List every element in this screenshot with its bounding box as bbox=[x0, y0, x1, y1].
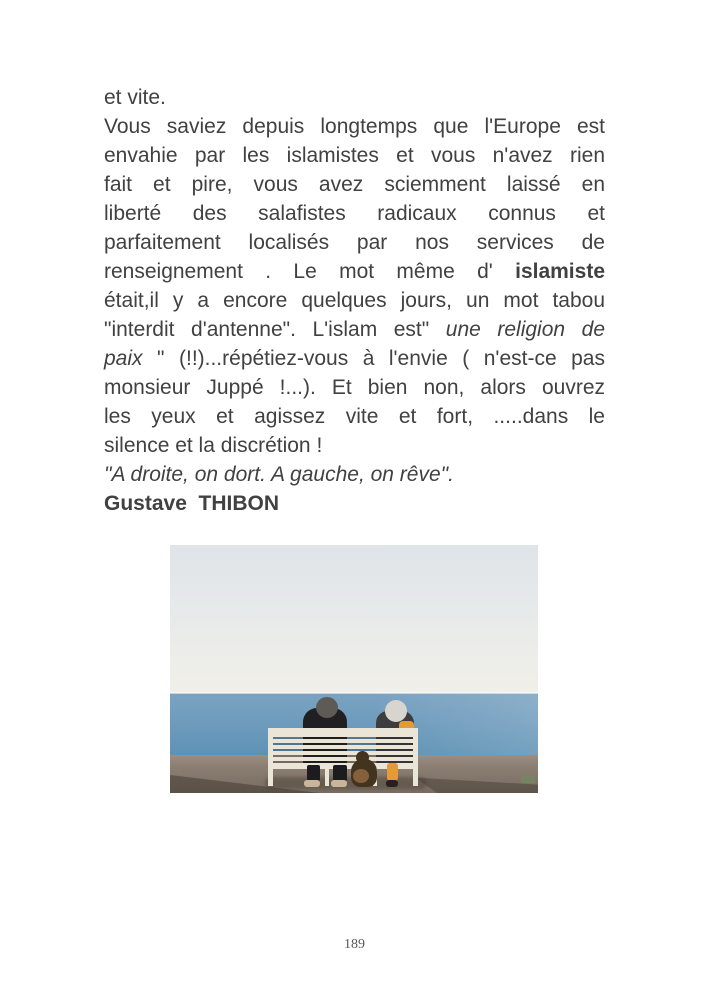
person-left-shoe-1 bbox=[304, 780, 320, 787]
body-text bbox=[104, 83, 605, 518]
text-segment: liberté des salafistes radicaux connus et bbox=[104, 202, 605, 225]
text-line bbox=[104, 228, 605, 257]
text-segment: envahie par les islamistes et vous n'avez rien bbox=[104, 144, 605, 167]
text-segment: une religion de bbox=[445, 318, 606, 341]
text-segment: Vous saviez depuis longtemps que l'Europe est bbox=[104, 115, 605, 138]
text-segment: silence et la discrétion ! bbox=[104, 434, 323, 457]
text-line bbox=[104, 112, 605, 141]
text-line bbox=[104, 373, 605, 402]
text-line bbox=[104, 315, 605, 344]
text-segment: " (!!)...répétiez-vous à l'envie ( n'est-ce pas bbox=[142, 347, 605, 370]
text-segment: fait et pire, vous avez sciemment laissé en bbox=[104, 173, 605, 196]
dog-fur-patch bbox=[353, 769, 369, 783]
text-segment: et vite. bbox=[104, 86, 166, 109]
bench-leg-mid-left bbox=[325, 769, 329, 786]
text-segment: Gustave THIBON bbox=[104, 492, 280, 515]
text-line bbox=[104, 286, 605, 315]
photo-drain-cover bbox=[521, 776, 535, 783]
text-segment: "interdit d'antenne". L'islam est" bbox=[104, 318, 446, 341]
text-line bbox=[104, 199, 605, 228]
text-line bbox=[104, 257, 605, 286]
text-line bbox=[104, 431, 605, 460]
page-number: 189 bbox=[344, 937, 365, 952]
person-right-shoe bbox=[386, 780, 398, 787]
text-segment: "A droite, on dort. A gauche, on rêve". bbox=[104, 463, 454, 486]
text-segment: islamiste bbox=[515, 260, 605, 283]
bench-backrest-slats bbox=[268, 733, 418, 763]
person-left-leg-2 bbox=[333, 765, 347, 781]
text-line bbox=[104, 460, 605, 489]
person-left-shoe-2 bbox=[331, 780, 347, 787]
person-right-leg bbox=[387, 763, 398, 781]
text-line bbox=[104, 83, 605, 112]
text-segment: paix bbox=[104, 347, 143, 370]
text-line bbox=[104, 170, 605, 199]
person-left-leg-1 bbox=[307, 765, 320, 781]
photo-horizon-line bbox=[170, 692, 538, 694]
dog-head bbox=[356, 751, 369, 764]
person-right-head bbox=[385, 700, 407, 722]
bench-frame-right bbox=[413, 728, 418, 786]
person-left-head bbox=[316, 697, 338, 718]
photo-couple-bench-sea bbox=[170, 545, 538, 793]
text-segment: parfaitement localisés par nos services de bbox=[104, 231, 605, 254]
text-segment: renseignement . Le mot même d' bbox=[104, 260, 516, 283]
text-line bbox=[104, 402, 605, 431]
text-segment: était,il y a encore quelques jours, un mot tabou bbox=[104, 289, 605, 312]
bench-frame-left bbox=[268, 728, 273, 786]
text-line bbox=[104, 489, 605, 518]
text-line bbox=[104, 141, 605, 170]
text-line bbox=[104, 344, 605, 373]
text-segment: monsieur Juppé !...). Et bien non, alors ouvrez bbox=[104, 376, 605, 399]
photo-sky bbox=[170, 545, 538, 693]
text-segment: les yeux et agissez vite et fort, .....dans le bbox=[104, 405, 605, 428]
